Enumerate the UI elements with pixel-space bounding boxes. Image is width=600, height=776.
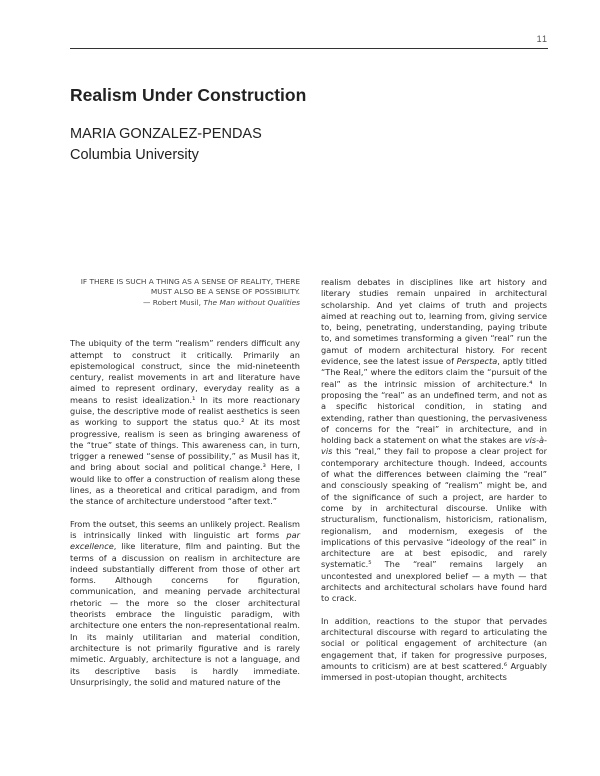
author-affiliation: Columbia University <box>70 147 199 163</box>
epigraph-attribution-work: The Man without Qualities <box>203 297 300 307</box>
body-paragraph-2-emphasis: par excellence <box>70 529 300 552</box>
epigraph-quote: IF THERE IS SUCH A THING AS A SENSE OF REALITY, THERE MUST ALSO BE A SENSE OF POSSIBILITY. <box>80 277 300 297</box>
body-paragraph-2 <box>70 519 300 688</box>
body-paragraph-2-part-a: From the outset, this seems an unlikely project. Realism is intrinsically linked with linguistic art forms <box>70 518 300 540</box>
page-number: 11 <box>536 34 548 44</box>
body-paragraph-3-part-b: , aptly titled “The Real,” where the editors claim the “pursuit of the real” as the intrinsic mission of architecture.⁴ In proposing the “real” as an undefined term, and not as a specific historical condition, in stating and extending, rather than questioning, the pervasiveness of concerns for the “real” in architecture, and in holding back a statement on what the stakes are <box>321 356 547 446</box>
body-paragraph-3 <box>321 277 547 605</box>
paper-title: Realism Under Construction <box>70 85 307 105</box>
body-paragraph-4: In addition, reactions to the stupor that pervades architectural discourse with regard to articulating the social or political engagement of architecture (an engagement that, if taken for progressive purposes, amounts to criticism) are at best scattered.⁶ Arguably immersed in post-utopian thought, architects <box>321 615 547 683</box>
body-paragraph-3-part-c: this “real,” they fail to propose a clear project for contemporary architecture though. Indeed, accounts of what the differences between claiming the “real” and consciously speaking of “realism” might be, and of the significance of such a project, are harder to come by in architectural discourse. Unlike with structuralism, functionalism, historicism, rationalism, regionalism, and modernism, exegesis of the implications of this pervasive “ideology of the real” in architecture are at best episodic, and rarely systematic.⁵ The “real” remains largely an uncontested and unexplored belief — a myth — that architects and architectural scholars have found hard to crack. <box>321 446 547 604</box>
left-column <box>70 277 300 688</box>
journal-name: Perspecta <box>456 356 498 367</box>
right-column <box>321 277 547 683</box>
epigraph-attribution-prefix: — Robert Musil, <box>143 297 204 307</box>
epigraph-attribution <box>70 298 300 308</box>
body-paragraph-1: The ubiquity of the term “realism” renders difficult any attempt to construct it critically. Primarily an epistemological construct, since the mid-nineteenth century, realist movements in art and literature have aimed to represent ordinary, everyday reality as a means to resist idealization.¹ In its more reactionary guise, the descriptive mode of realist aesthetics is seen as working to support the status quo.² At its most progressive, realism is seen as bringing awareness of the “true” state of things. This awareness can, in turn, trigger a renewed “sense of possibility,” as Musil has it, and bring about social and political change.³ Here, I would like to offer a construction of realism along these lines, as a theoretical and critical paradigm, and from the stance of architecture understood “after text.” <box>70 338 300 507</box>
author-name: MARIA GONZALEZ-PENDAS <box>70 126 262 142</box>
body-paragraph-3-emphasis: vis-à-vis <box>321 435 547 457</box>
top-rule <box>70 48 548 49</box>
body-paragraph-3-part-a: realism debates in disciplines like art history and literary studies remain unpaired in architectural scholarship. And yet claims of truth and projects aimed at reaching out to, learning from, giving service to, being, penetrating, understanding, paying tribute to, and sometimes transforming a given “real” run the gamut of modern architectural history. For recent evidence, see the latest issue of <box>321 277 547 367</box>
body-paragraph-2-part-b: , like literature, film and painting. But the terms of a discussion on realism in architecture are indeed substantially different from those of other art forms. Although concerns for figuration, communication, and meaning pervade architectural rhetoric — the more so the closer architectural theorists embrace the linguistic paradigm, with architecture one enters the non-representational realm. In its mainly utilitarian and material condition, architecture is not primarily figurative and is rarely mimetic. Arguably, architecture is not a language, and its descriptive basis is hardly immediate. Unsurprisingly, the solid and matured nature of the <box>70 541 300 687</box>
